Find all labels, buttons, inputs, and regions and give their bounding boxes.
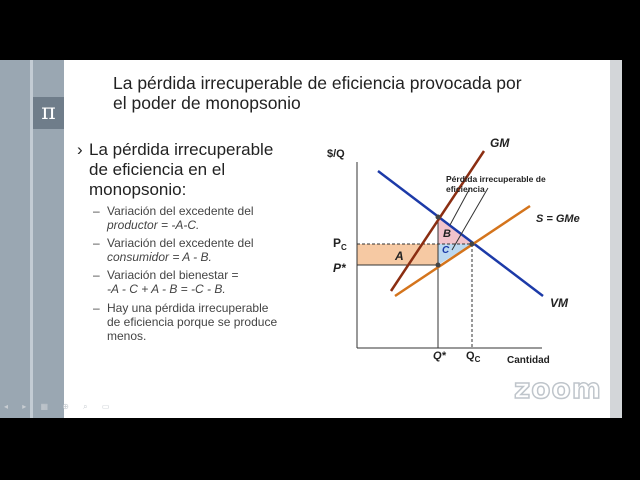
- vm-label: VM: [550, 296, 568, 310]
- gm-label: GM: [490, 136, 510, 150]
- pc-label: [333, 236, 347, 252]
- sub-line: Variación del excedente del: [107, 204, 254, 218]
- sub-line: productor = -A-C.: [107, 218, 200, 232]
- qc-label-sub: C: [474, 355, 481, 364]
- qc-label: [466, 350, 481, 364]
- point-monopsony: [436, 263, 441, 268]
- point-gm-vm: [436, 215, 441, 220]
- deadweight-label-line2: eficiencia: [446, 184, 485, 194]
- bullet-line1: La pérdida irrecuperable: [89, 140, 274, 159]
- presenter-controls[interactable]: ◂ ▸ ▦ ⊕ ⌕ ▭: [4, 402, 116, 411]
- qstar-label: Q*: [433, 350, 446, 362]
- sub-dash: –: [93, 268, 100, 282]
- deadweight-label-line1: Pérdida irrecuperable de: [446, 174, 546, 184]
- sub-dash: –: [93, 301, 100, 315]
- bullet-line2: de eficiencia en el: [89, 160, 226, 179]
- sub-line: de eficiencia porque se produce: [107, 315, 278, 329]
- sub-line: Hay una pérdida irrecuperable: [107, 301, 269, 315]
- sub-line: -A - C + A - B = -C - B.: [107, 282, 226, 296]
- sub-line: Variación del excedente del: [107, 236, 254, 250]
- pstar-label: P*: [333, 261, 346, 275]
- supply-label: S = GMe: [536, 213, 580, 225]
- sub-dash: –: [93, 204, 100, 218]
- pi-icon: π: [33, 97, 64, 129]
- bullet-line3: monopsonio:: [89, 180, 187, 199]
- sub-dash: –: [93, 236, 100, 250]
- point-competitive: [470, 242, 475, 247]
- pc-label-main: P: [333, 236, 342, 250]
- area-a-label: A: [395, 249, 404, 263]
- area-b-label: B: [443, 228, 451, 240]
- y-axis-label: $/Q: [327, 148, 345, 160]
- sub-line: consumidor = A - B.: [107, 250, 212, 264]
- slide: [0, 60, 622, 418]
- qc-label-main: Q: [466, 350, 475, 362]
- sub-line: menos.: [107, 329, 147, 343]
- slide-title-line2: el poder de monopsonio: [113, 93, 301, 113]
- x-axis-label: Cantidad: [507, 355, 550, 366]
- pc-label-sub: C: [341, 243, 347, 252]
- sub-line: Variación del bienestar =: [107, 268, 239, 282]
- monopsony-diagram: [0, 60, 622, 418]
- slide-title-line1: La pérdida irrecuperable de eficiencia provocada por: [113, 73, 522, 93]
- bullet-arrow-icon: ›: [77, 140, 83, 159]
- area-c-label: C: [442, 245, 450, 256]
- zoom-logo: zoom: [514, 372, 602, 405]
